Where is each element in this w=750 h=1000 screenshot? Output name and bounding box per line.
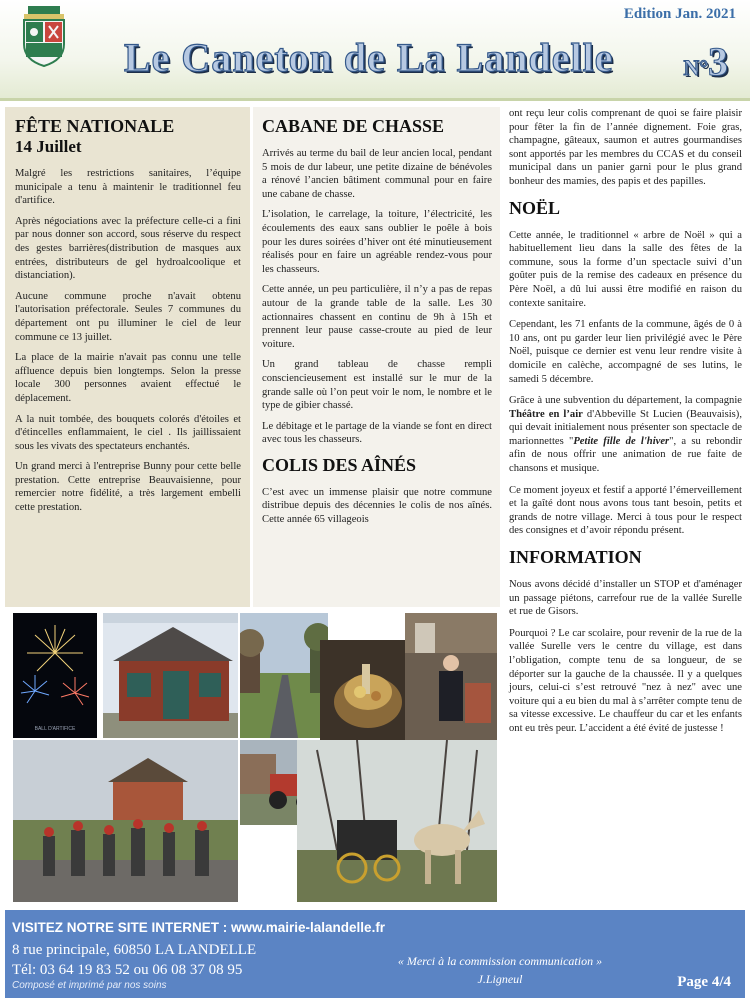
thanks-quote xyxy=(385,952,615,988)
website-line xyxy=(12,920,385,935)
page-number: Page 4/4 xyxy=(677,974,731,990)
show-title: Petite fille de l'hiver xyxy=(573,435,670,447)
website-link[interactable]: www.mairie-lalandelle.fr xyxy=(231,920,386,935)
contact-block xyxy=(12,940,256,980)
paragraph: Cette année, le traditionnel « arbre de Noël » qui a habituellement lieu dans la salle des fêtes de la commune, sous la forme d’un spectacle suivi d’un goûter puis de la remise des cadeaux en présence du Père Noël, a dû lui aussi être modifié en raison du contexte sanitaire. xyxy=(509,229,742,309)
article-subtitle: 14 Juillet xyxy=(15,137,82,156)
header-divider xyxy=(0,98,750,101)
article-cabane-de-chasse xyxy=(253,107,500,607)
hunting-cabin-photo xyxy=(103,613,238,738)
senior-visit-photo xyxy=(405,613,497,743)
paragraph: Aucune commune proche n'avait obtenu l'autorisation préfectorale. Seules 7 communes du département ont pu illuminer le ciel de leur commune ce 13 juillet. xyxy=(15,290,241,343)
paragraph: Cependant, les 71 enfants de la commune, âgés de 0 à 10 ans, ont pu garder leur lien privilégié avec le Père Noël, puisque ce dernier est venu leur rendre visite à domicile en calèche, accompagné de ses lutins, le samedi 5 décembre. xyxy=(509,319,742,385)
fireworks-caption: BALL D'ARTIFICE xyxy=(34,726,76,732)
horse-carriage-photo xyxy=(297,740,497,902)
print-credit: Composé et imprimé par nos soins xyxy=(12,980,167,991)
article-title: CABANE DE CHASSE xyxy=(262,116,445,136)
text-run: Grâce à une subvention du département, la compagnie xyxy=(509,395,742,407)
paragraph: Malgré les restrictions sanitaires, l’équipe municipale a tenu à maintenir le traditionnel feu d'artifice. xyxy=(15,168,241,207)
street-parade-photo xyxy=(13,740,238,902)
paragraph: Après négociations avec la préfecture celle-ci a fini par nous donner son accord, sous réserve du respect des gestes barrières(distribution de masques aux entrées, distributeurs de gel hydroalcoolique et distanciation). xyxy=(15,215,241,282)
paragraph: Nous avons décidé d’installer un STOP et d'aménager un passage piétons, carrefour rue de la vallée Surelle et rue de Gisors. xyxy=(509,579,742,618)
website-label: VISITEZ NOTRE SITE INTERNET : xyxy=(12,920,232,935)
edition-date: Edition Jan. 2021 xyxy=(623,6,736,22)
road-photo xyxy=(240,613,328,738)
gift-basket-photo xyxy=(320,640,415,740)
quote-text: « Merci à la commission communication » xyxy=(397,954,603,968)
article-column-right xyxy=(505,107,745,917)
paragraph: Arrivés au terme du bail de leur ancien local, pendant 5 mois de dur labeur, une petite dizaine de bénévoles a rénové l’ancien bâtiment communal pour en faire une cabane de chasse. xyxy=(262,148,492,200)
coat-of-arms-icon xyxy=(18,6,70,68)
text-run: d'Abbeville St Lucien (Beauvaisis), qui devait initialement nous présenter son spectacle de marionnettes " xyxy=(509,408,742,447)
paragraph: Le débitage et le partage de la viande se font en direct avec tous les chasseurs. xyxy=(262,420,492,446)
newsletter-header xyxy=(0,0,750,100)
company-name: Théâtre en l’air xyxy=(509,408,583,420)
paragraph: Cette année, un peu particulière, il n’y a pas de repas autour de la grande table de la salle. Les 30 actionnaires chassent en continu de 9h à 15h et prennent leur pause casse-croute au pied de leur voiture. xyxy=(262,284,492,350)
paragraph: Un grand merci à l'entreprise Bunny pour cette belle prestation. Cette entreprise Beauvaisienne, pour remercier notre fidélité, a très largement embelli cette prestation. xyxy=(15,461,241,514)
article-title: FÊTE NATIONALE xyxy=(15,116,175,136)
phone: Tél: 03 64 19 83 52 ou 06 08 37 08 95 xyxy=(12,962,243,978)
issue-label: N° xyxy=(683,55,708,80)
paragraph: Pourquoi ? Le car scolaire, pour revenir de la rue de la vallée Surelle vers le centre du village, est dans l’obligation, compte tenu de sa longueur, de se déporter sur la gauche de la chaussée. Il y a quelques jours, celui-ci s’est retrouvé "nez à nez" avec une voiture qui a eu bien du mal à s’arrêter compte tenu de sa vitesse excessive. Le chauffeur du car et les enfants ont eu très peur. L’accident a été évité de justesse ! xyxy=(509,627,742,734)
paragraph: La place de la mairie n'avait pas connu une telle affluence depuis bien longtemps. Selon la presse locale 300 personnes avaient effectué le déplacement. xyxy=(15,352,241,404)
paragraph xyxy=(509,394,742,476)
paragraph: L’isolation, le carrelage, la toiture, l’électricité, les écoulements des eaux sans oublier le poêle à bois pour les dures soirées d’hiver ont été minutieusement réalisés pour en faire un agréable rendez-vous pour les chasseurs. xyxy=(262,209,492,275)
article-title-noel: NOËL xyxy=(509,197,561,218)
paragraph: A la nuit tombée, des bouquets colorés d'étoiles et d'étincelles enflammaient, le ciel . Ils jaillissaient sous les vivats des spectateurs enchantés. xyxy=(15,413,241,452)
issue-value: 3 xyxy=(708,39,728,84)
paragraph: Ce moment joyeux et festif a apporté l’émerveillement et la gaîté dont nous avons tous tant besoin, petits et grands de notre village. Merci à tous pour le respect des consignes et d’avoir répondu présent. xyxy=(509,484,742,537)
article-title-information: INFORMATION xyxy=(509,547,642,568)
footer-banner xyxy=(5,910,745,998)
text-run: ", a su rebondir afin de nous offrir une animation de rue faite de chansons et musique. xyxy=(509,435,742,475)
fireworks-photo xyxy=(13,613,97,738)
signature: J.Ligneul xyxy=(477,972,523,986)
article-title-colis: COLIS DES AÎNÉS xyxy=(262,454,417,475)
paragraph: C’est avec un immense plaisir que notre commune distribue depuis des décennies le colis de nos aînés. Cette année 65 villageois xyxy=(262,486,492,526)
paragraph: Un grand tableau de chasse rempli consciencieusement est installé sur le mur de la grande salle où l’on peut voir le nom, le nombre et le type de gibier chassé. xyxy=(262,359,492,412)
newsletter-title: Le Caneton de La Landelle xyxy=(124,35,614,80)
article-fete-nationale xyxy=(5,107,250,607)
issue-number xyxy=(683,38,728,85)
paragraph-colis-continued: ont reçu leur colis comprenant de quoi se faire plaisir pour fêter la fin de l’année dignement. Foie gras, champagne, gâteaux, saumon et autres gourmandises sont apportés par les membres du CCAS et du conseil municipal dans un panier garni pour le plus grand bonheur des mamies, des papis et des papilles. xyxy=(509,108,742,187)
address: 8 rue principale, 60850 LA LANDELLE xyxy=(12,942,257,958)
